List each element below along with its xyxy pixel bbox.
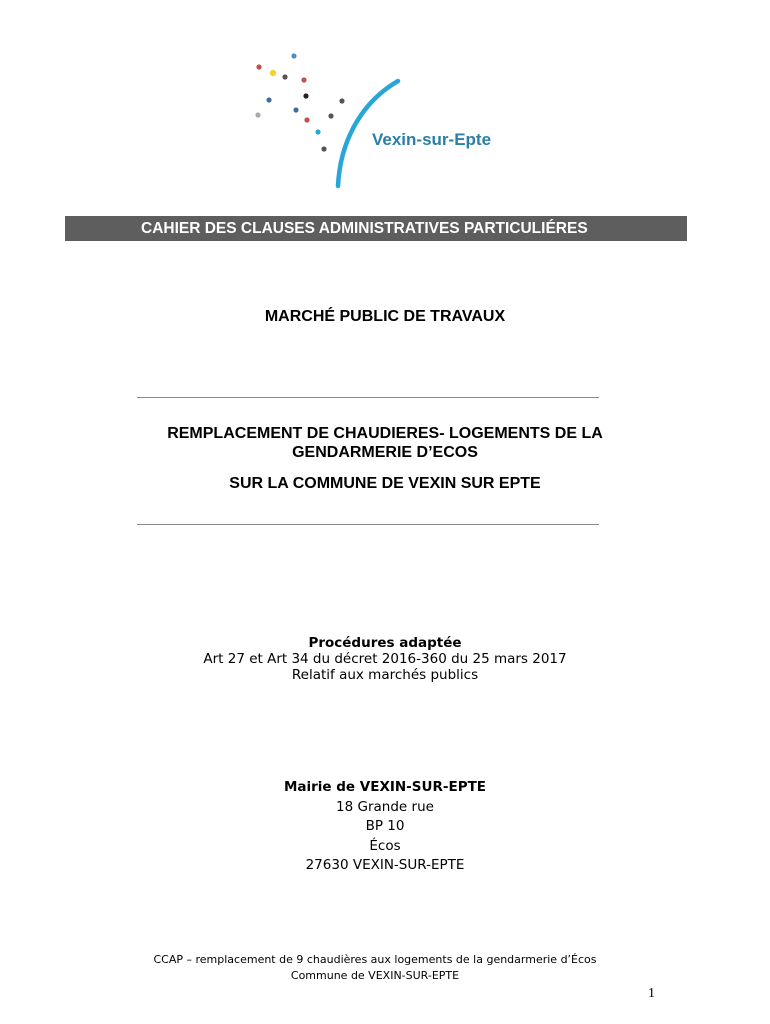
address-town: Écos <box>369 837 401 854</box>
footer-line-2: Commune de VEXIN-SUR-EPTE <box>290 969 460 982</box>
address-postal: 27630 VEXIN-SUR-EPTE <box>305 857 465 873</box>
procedure-scope: Relatif aux marchés publics <box>291 667 479 683</box>
page-footer <box>0 952 750 984</box>
address-block <box>0 778 770 876</box>
address-street: 18 Grande rue <box>336 798 434 815</box>
project-location: SUR LA COMMUNE DE VEXIN SUR EPTE <box>229 475 541 492</box>
address-name: Mairie de VEXIN-SUR-EPTE <box>283 779 487 795</box>
divider-top <box>137 397 599 398</box>
project-title-line-1: REMPLACEMENT DE CHAUDIERES- LOGEMENTS DE LA <box>167 425 603 442</box>
procedure-decree: Art 27 et Art 34 du décret 2016-360 du 25 mars 2017 <box>203 651 567 667</box>
vexin-sur-epte-logo <box>250 48 510 193</box>
footer-line-1: CCAP – remplacement de 9 chaudières aux logements de la gendarmerie d’Écos <box>153 953 597 966</box>
page-number: 1 <box>648 986 655 1001</box>
project-title <box>0 424 770 462</box>
document-type: MARCHÉ PUBLIC DE TRAVAUX <box>264 308 506 325</box>
procedure-block <box>0 635 770 683</box>
divider-bottom <box>137 524 599 525</box>
project-title-line-2: GENDARMERIE D’ECOS <box>292 444 478 461</box>
logo-text: Vexin-sur-Epte <box>372 130 492 149</box>
document-banner: CAHIER DES CLAUSES ADMINISTRATIVES PARTICULIÉRES <box>65 216 687 241</box>
address-bp: BP 10 <box>365 818 405 834</box>
procedure-heading: Procédures adaptée <box>308 635 462 651</box>
